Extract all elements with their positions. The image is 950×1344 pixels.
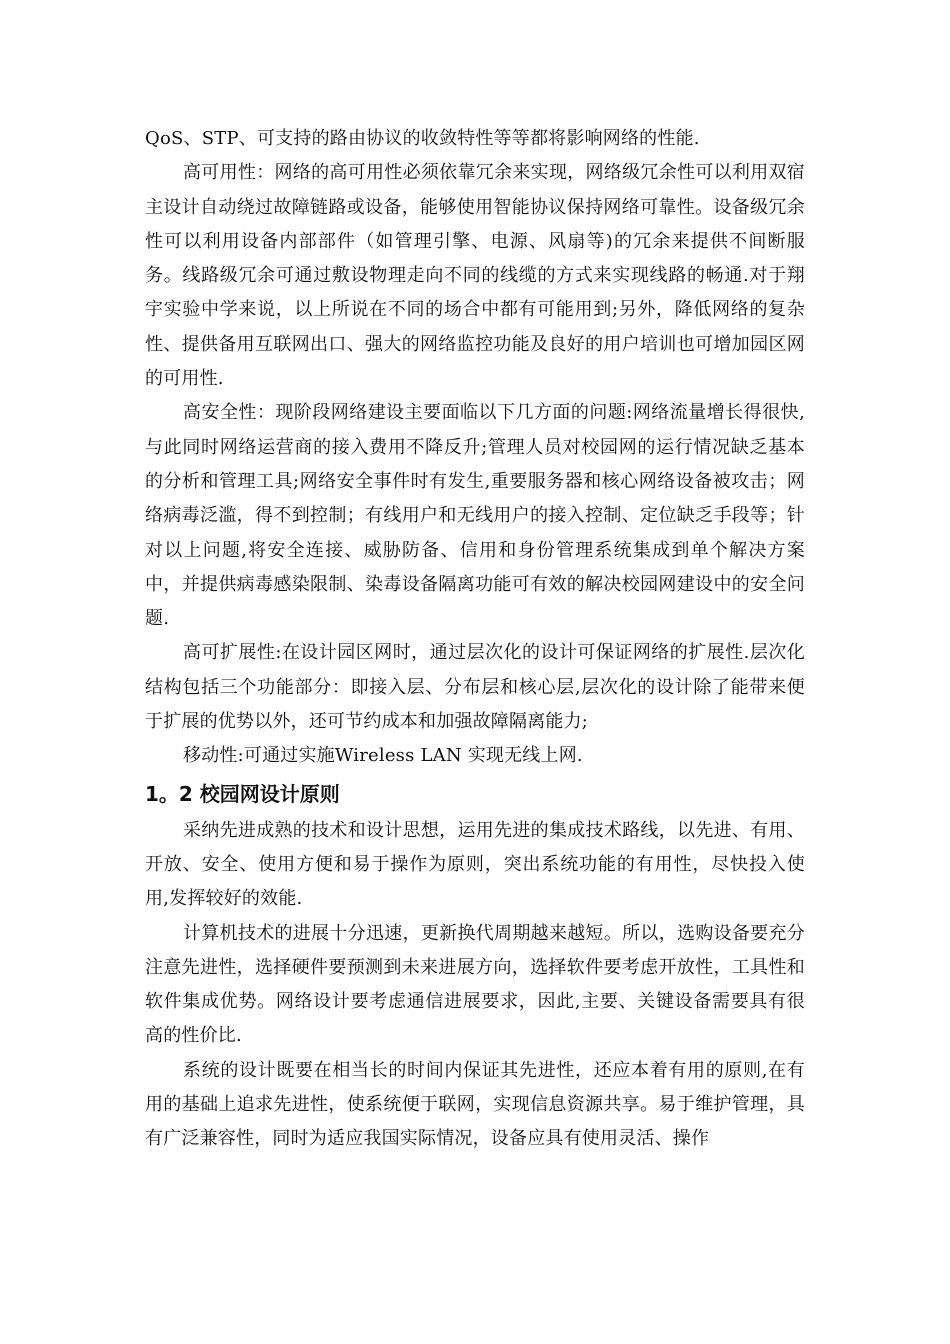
document-page (145, 122, 805, 1157)
paragraph-high-availability: 高可用性：网络的高可用性必须依靠冗余来实现，网络级冗余性可以利用双宿主设计自动绕过故障链路或设备，能够使用智能协议保持网络可靠性。设备级冗余性可以利用设备内部部件（如管理引擎、电源、风扇等)的冗余来提供不间断服务。线路级冗余可通过敷设物理走向不同的线缆的方式来实现线路的畅通.对于翔宇实验中学来说，以上所说在不同的场合中都有可能用到;另外，降低网络的复杂性、提供备用互联网出口、强大的网络监控功能及良好的用户培训也可增加园区网的可用性. (145, 162, 805, 390)
paragraph-qos-continuation: QoS、STP、可支持的路由协议的收敛特性等等都将影响网络的性能. (145, 128, 700, 149)
paragraph-high-scalability: 高可扩展性:在设计园区网时，通过层次化的设计可保证网络的扩展性.层次化结构包括三个功能部分：即接入层、分布层和核心层,层次化的设计除了能带来便于扩展的优势以外，还可节约成本和加强故障隔离能力; (145, 642, 805, 733)
paragraph-mobility: 移动性:可通过实施Wireless LAN 实现无线上网. (183, 745, 583, 767)
paragraph-high-security: 高安全性：现阶段网络建设主要面临以下几方面的问题:网络流量增长得很快,与此同时网络运营商的接入费用不降反升;管理人员对校园网的运行情况缺乏基本的分析和管理工具;网络安全事件时有发生,重要服务器和核心网络设备被攻击；网络病毒泛滥，得不到控制；有线用户和无线用户的接入控制、定位缺乏手段等；针对以上问题,将安全连接、威胁防备、信用和身份管理系统集成到单个解决方案中，并提供病毒感染限制、染毒设备隔离功能可有效的解决校园网建设中的安全问题. (145, 402, 805, 630)
paragraph-design-principle-3: 系统的设计既要在相当长的时间内保证其先进性，还应本着有用的原则,在有用的基础上追求先进性，使系统便于联网，实现信息资源共享。易于维护管理，具有广泛兼容性，同时为适应我国实际情况，设备应具有使用灵活、操作 (145, 1059, 805, 1150)
paragraph-design-principle-1: 采纳先进成熟的技术和设计思想，运用先进的集成技术路线，以先进、有用、开放、安全、使用方便和易于操作为原则，突出系统功能的有用性，尽快投入使用,发挥较好的效能. (145, 819, 805, 910)
section-heading: 1。2 校园网设计原则 (145, 781, 340, 806)
paragraph-design-principle-2: 计算机技术的进展十分迅速，更新换代周期越来越短。所以，选购设备要充分注意先进性，选择硬件要预测到未来进展方向，选择软件要考虑开放性，工具性和软件集成优势。网络设计要考虑通信进展要求，因此,主要、关键设备需要具有很高的性价比. (145, 922, 805, 1047)
